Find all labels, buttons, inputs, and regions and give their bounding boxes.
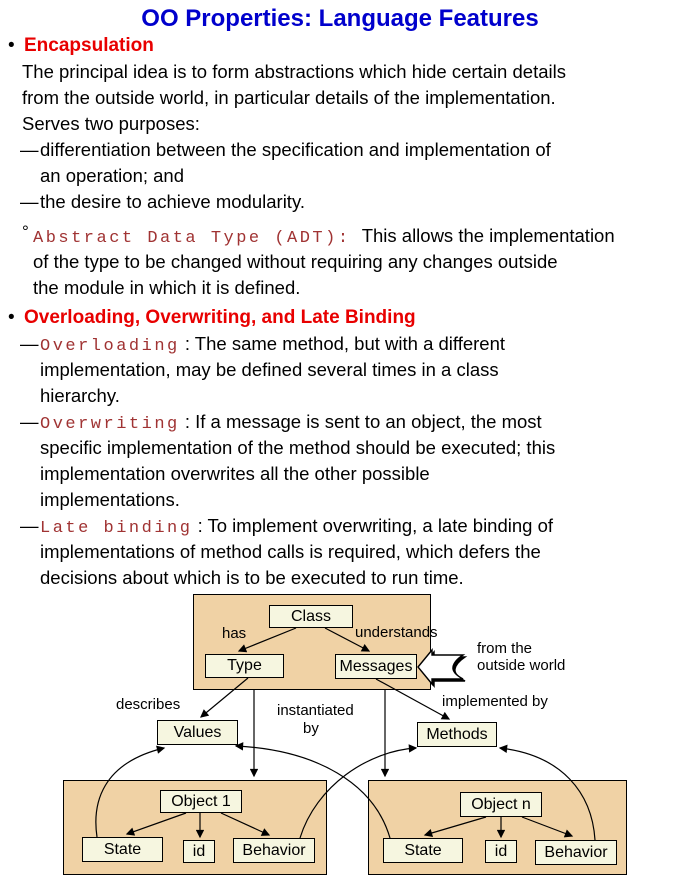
text-line: : To implement overwriting, a late binding of	[197, 515, 554, 536]
text-line: implementation overwrites all the other possible	[40, 463, 430, 484]
node-values: Values	[157, 720, 238, 745]
heading-overloading-label: Overloading, Overwriting, and Late Binding	[24, 307, 416, 328]
dash-item-overloading	[0, 331, 680, 357]
node-methods: Methods	[417, 722, 497, 747]
node-behavior-1: Behavior	[233, 838, 315, 863]
node-messages: Messages	[335, 654, 417, 679]
edge-label-instantiated: instantiated	[277, 702, 354, 719]
label-from-outside-line2: outside world	[477, 657, 566, 674]
text-line: Serves two purposes:	[22, 113, 200, 134]
edge-label-implemented-by: implemented by	[442, 693, 548, 710]
text-line: an operation; and	[40, 165, 185, 186]
slide-body	[0, 33, 680, 591]
node-id-1: id	[183, 840, 215, 863]
node-state-1: State	[82, 837, 163, 862]
text-line: differentiation between the specification and implementation of	[40, 139, 551, 160]
text-line: from the outside world, in particular details of the implementation.	[22, 87, 556, 108]
edge-label-instantiated-by: by	[303, 720, 319, 737]
node-object1: Object 1	[160, 790, 242, 813]
dash-icon: —	[20, 333, 39, 354]
text-line: This allows the implementation	[361, 225, 615, 246]
dash-item	[0, 189, 680, 215]
bullet-icon: •	[8, 307, 15, 328]
text-line: hierarchy.	[40, 385, 120, 406]
node-type: Type	[205, 654, 284, 678]
text-line: implementations of method calls is required, which defers the	[40, 541, 541, 562]
page-title: OO Properties: Language Features	[141, 5, 539, 32]
dash-item-late-binding	[0, 513, 680, 539]
term-overwriting: Overwriting	[40, 415, 180, 434]
text-line: the desire to achieve modularity.	[40, 191, 305, 212]
ring-bullet-icon: °	[22, 222, 29, 241]
adt-term: Abstract Data Type (ADT):	[33, 229, 351, 248]
text-line: The principal idea is to form abstractions which hide certain details	[22, 61, 566, 82]
bullet-icon: •	[8, 35, 15, 56]
adt-item	[0, 223, 680, 249]
heading-overloading	[0, 305, 680, 331]
node-class: Class	[269, 605, 353, 628]
dash-item-overwriting	[0, 409, 680, 435]
dash-item	[0, 137, 680, 163]
dash-icon: —	[20, 191, 39, 212]
dash-icon: —	[20, 411, 39, 432]
term-late-binding: Late binding	[40, 519, 193, 538]
text-line: of the type to be changed without requiring any changes outside	[33, 251, 558, 272]
edge-label-understands: understands	[355, 624, 438, 641]
edge-label-describes: describes	[116, 696, 181, 713]
text-line: specific implementation of the method should be executed; this	[40, 437, 556, 458]
label-from-outside-line1: from the	[477, 640, 533, 657]
text-line: implementations.	[40, 489, 180, 510]
node-id-n: id	[485, 840, 517, 863]
text-line: : If a message is sent to an object, the most	[184, 411, 542, 432]
text-line: : The same method, but with a different	[184, 333, 506, 354]
node-behavior-n: Behavior	[535, 840, 617, 865]
text-line: decisions about which is to be executed to run time.	[40, 567, 464, 588]
dash-icon: —	[20, 515, 39, 536]
dash-icon: —	[20, 139, 39, 160]
node-objectn: Object n	[460, 792, 542, 817]
text-line: implementation, may be defined several times in a class	[40, 359, 499, 380]
heading-encapsulation	[0, 33, 680, 59]
text-line: the module in which it is defined.	[33, 277, 301, 298]
class-object-diagram	[0, 588, 680, 880]
term-overloading: Overloading	[40, 337, 180, 356]
heading-encapsulation-label: Encapsulation	[24, 35, 154, 56]
node-state-n: State	[383, 838, 463, 863]
edge-label-has: has	[222, 625, 247, 642]
